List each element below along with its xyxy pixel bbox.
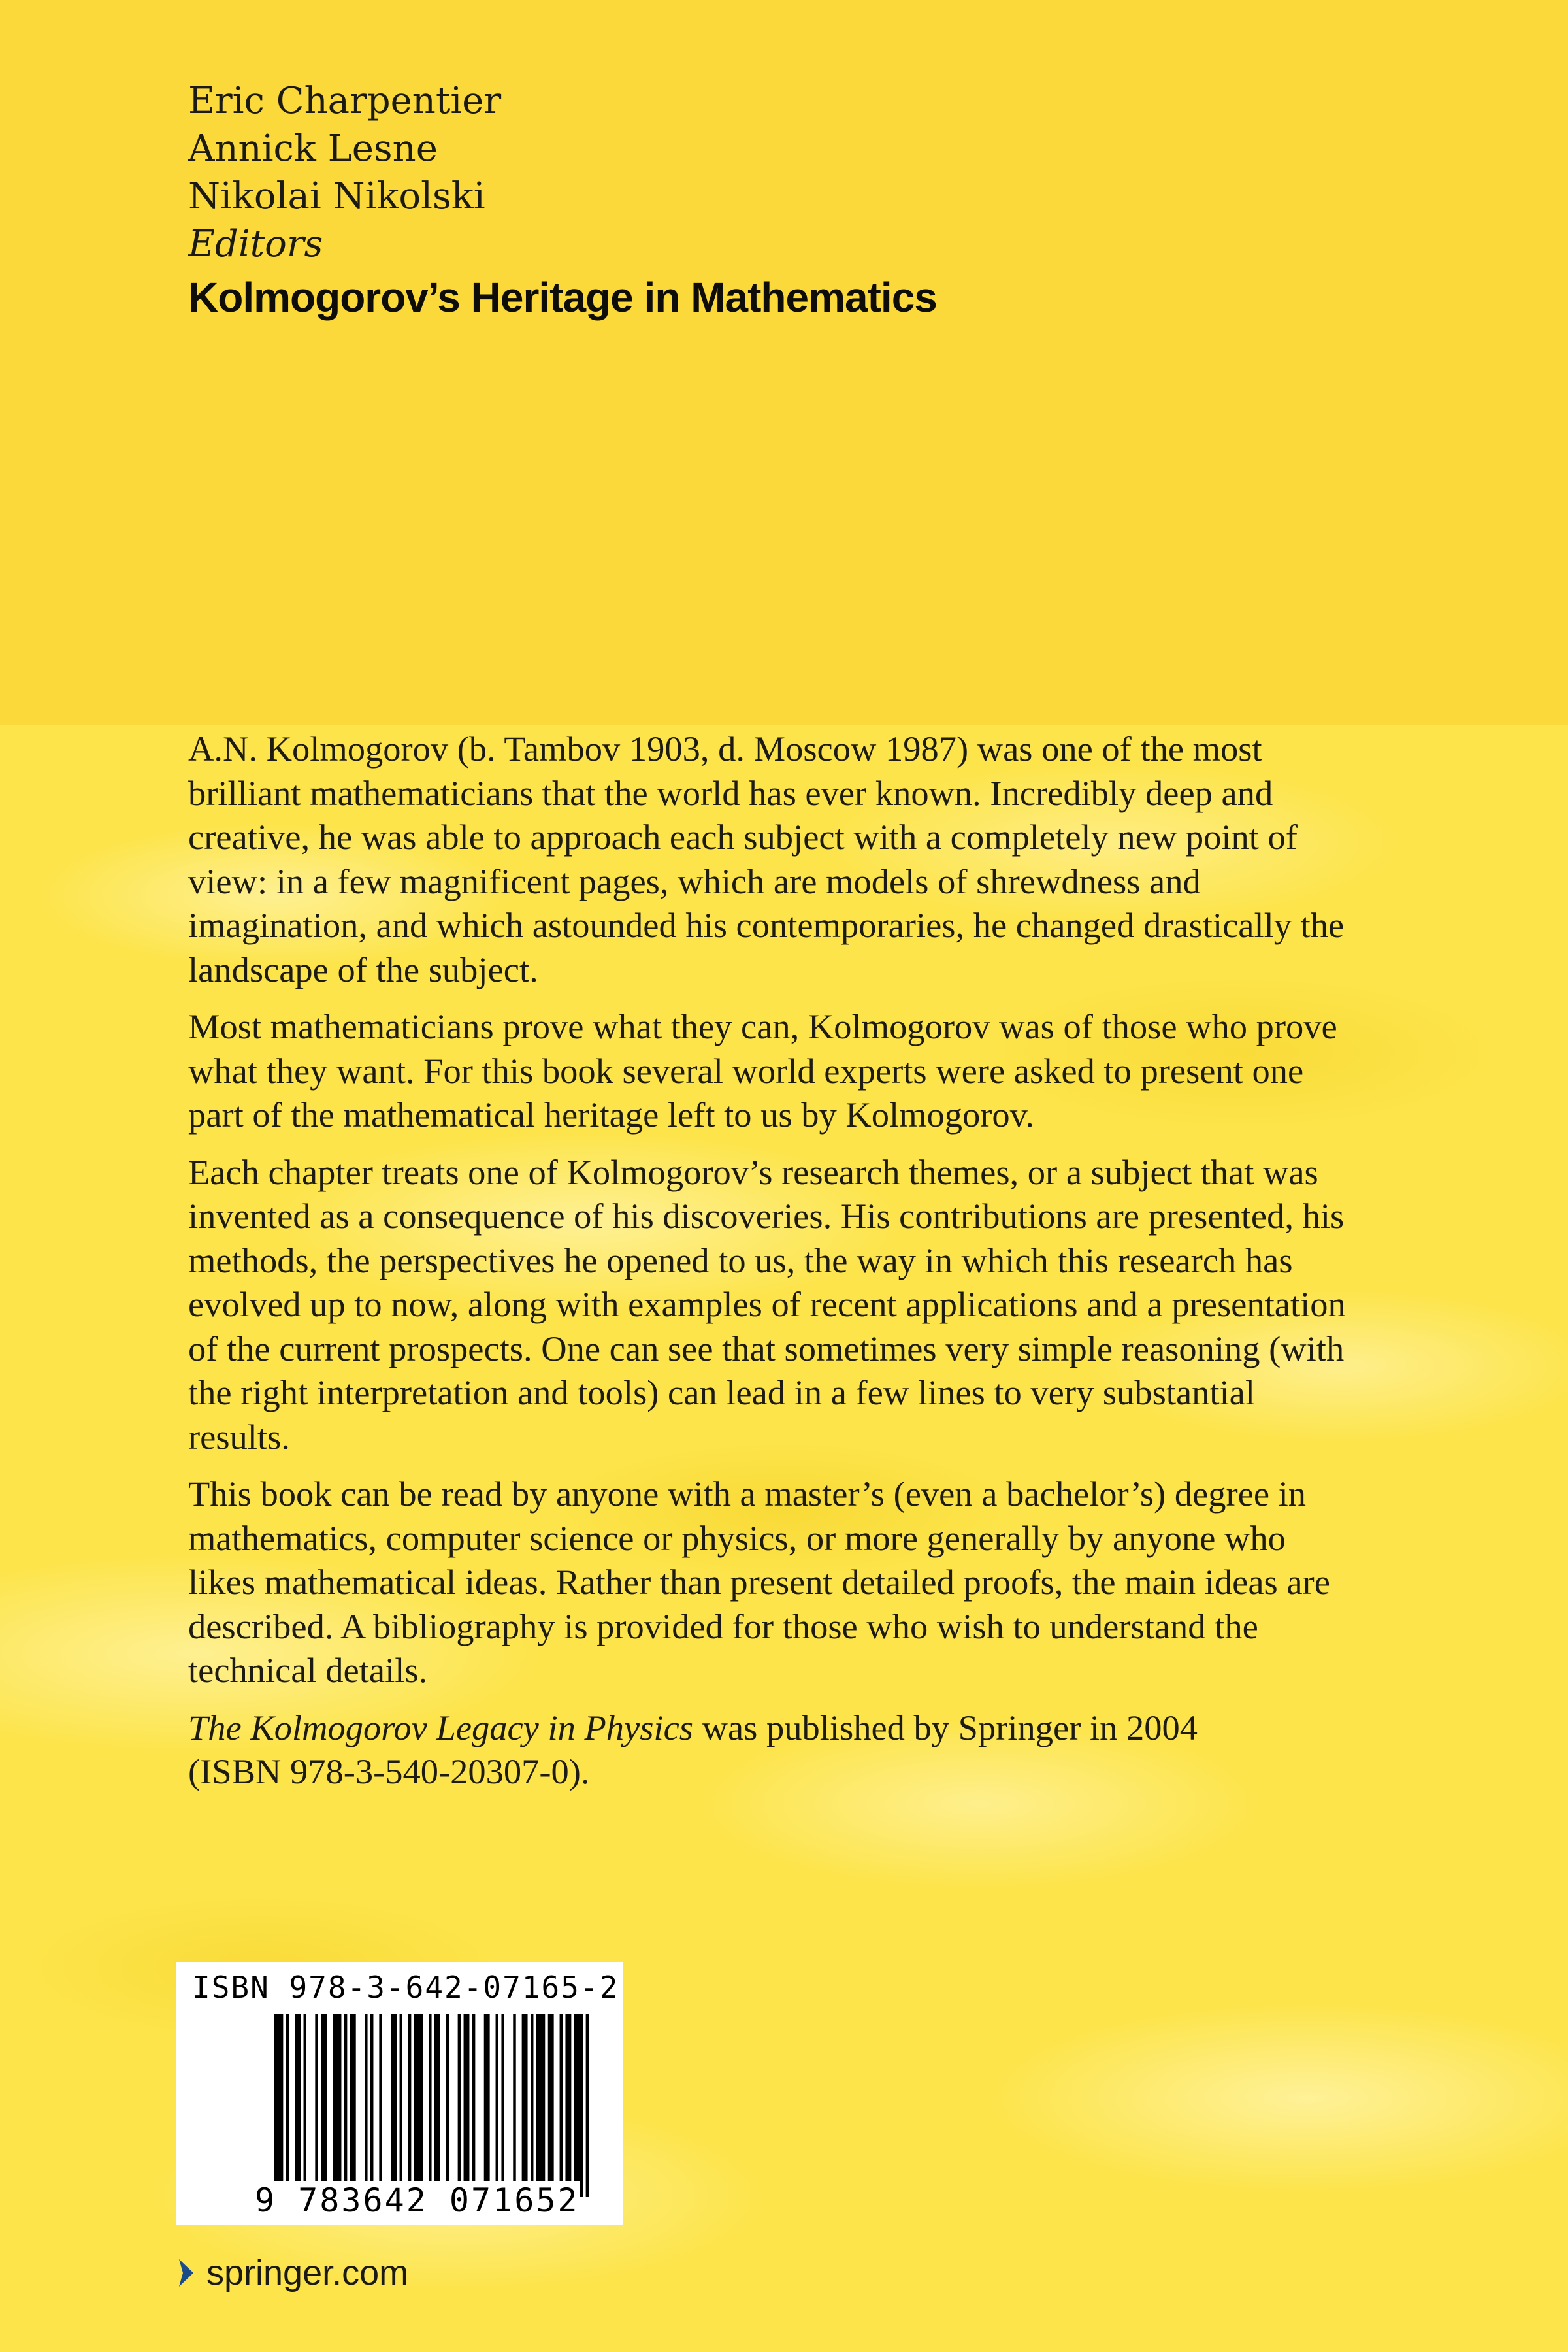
publisher-link[interactable]	[176, 2253, 408, 2293]
related-book-isbn: (ISBN 978-3-540-20307-0).	[188, 1751, 590, 1791]
related-book-publication: was published by Springer in 2004	[693, 1707, 1198, 1747]
related-book-paragraph	[188, 1706, 1351, 1794]
editors-role-label: Editors	[188, 223, 323, 265]
editor-name: Annick Lesne	[188, 127, 438, 170]
barcode-bar	[586, 2014, 589, 2197]
barcode-bar	[400, 2014, 402, 2197]
editor-name: Nikolai Nikolski	[188, 175, 485, 218]
blurb-paragraph: A.N. Kolmogorov (b. Tambov 1903, d. Moscow 1987) was one of the most brilliant mathematicians that the world has ever known. Incredibly deep and creative, he was able to approach each subject with a completely new point of view: in a few magnificent pages, which are models of shrewdness and imagination, and which astounded his contemporaries, he changed drastically the landscape of the subject.	[188, 729, 1345, 989]
barcode-bar	[472, 2014, 475, 2197]
barcode-bar	[350, 2014, 356, 2197]
barcode-bar	[295, 2014, 301, 2197]
barcode-bar	[496, 2014, 498, 2197]
barcode-bar	[408, 2014, 411, 2197]
barcode-bar	[315, 2014, 318, 2197]
blurb-paragraph: Each chapter treats one of Kolmogorov’s research themes, or a subject that was invented as a consequence of his discoveries. His contributions are presented, his methods, the perspectives he opened to us, the way in which this research has evolved up to now, along with examples of recent applications and a presentation of the current prospects. One can see that sometimes very simple reasoning (with the right interpretation and tools) can lead in a few lines to very substantial results.	[188, 1151, 1346, 1457]
barcode-bar	[513, 2014, 515, 2197]
barcode-bar	[501, 2014, 504, 2197]
barcode-bar	[565, 2014, 571, 2197]
barcode-bar	[274, 2014, 283, 2197]
barcode-panel	[176, 1962, 623, 2225]
chevron-right-icon	[176, 2257, 196, 2289]
book-title: Kolmogorov’s Heritage in Mathematics	[188, 274, 937, 321]
barcode-bar	[531, 2014, 533, 2197]
barcode-digits: 9 783642 071652	[255, 2181, 580, 2219]
barcode-bars	[274, 2014, 595, 2197]
barcode-bar	[484, 2014, 490, 2197]
blurb-paragraph: This book can be read by anyone with a master’s (even a bachelor’s) degree in mathematics, computer science or physics, or more generally by anyone who likes mathematical ideas. Rather than present detailed proofs, the main ideas are described. A bibliography is provided for those who wish to understand the technical details.	[188, 1474, 1330, 1690]
barcode-bar	[522, 2014, 528, 2197]
barcode-bar	[370, 2014, 373, 2197]
barcode-bar	[574, 2014, 583, 2197]
barcode-bar	[458, 2014, 461, 2197]
editor-name: Eric Charpentier	[188, 80, 502, 122]
publisher-url: springer.com	[206, 2253, 409, 2293]
barcode-bar	[304, 2014, 306, 2197]
barcode-bar	[548, 2014, 554, 2197]
barcode-bar	[379, 2014, 382, 2197]
barcode-bar	[333, 2014, 341, 2197]
barcode-bar	[560, 2014, 563, 2197]
barcode-bar	[321, 2014, 327, 2197]
blurb-paragraph: Most mathematicians prove what they can, Kolmogorov was of those who prove what they want. For this book several world experts were asked to present one part of the mathematical heritage left to us by Kolmogorov.	[188, 1006, 1337, 1135]
barcode-bar	[344, 2014, 347, 2197]
barcode-bar	[536, 2014, 545, 2197]
barcode-bar	[391, 2014, 397, 2197]
barcode-bar	[286, 2014, 289, 2197]
barcode-bar	[434, 2014, 440, 2197]
barcode-bar	[414, 2014, 423, 2197]
blurb-text	[188, 727, 1351, 1807]
editors-block	[188, 77, 501, 268]
barcode-bar	[429, 2014, 431, 2197]
barcode-bar	[446, 2014, 449, 2197]
related-book-title: The Kolmogorov Legacy in Physics	[188, 1707, 693, 1747]
isbn-label: ISBN 978-3-642-07165-2	[192, 1970, 619, 2005]
barcode-bar	[365, 2014, 367, 2197]
barcode-bar	[464, 2014, 470, 2197]
